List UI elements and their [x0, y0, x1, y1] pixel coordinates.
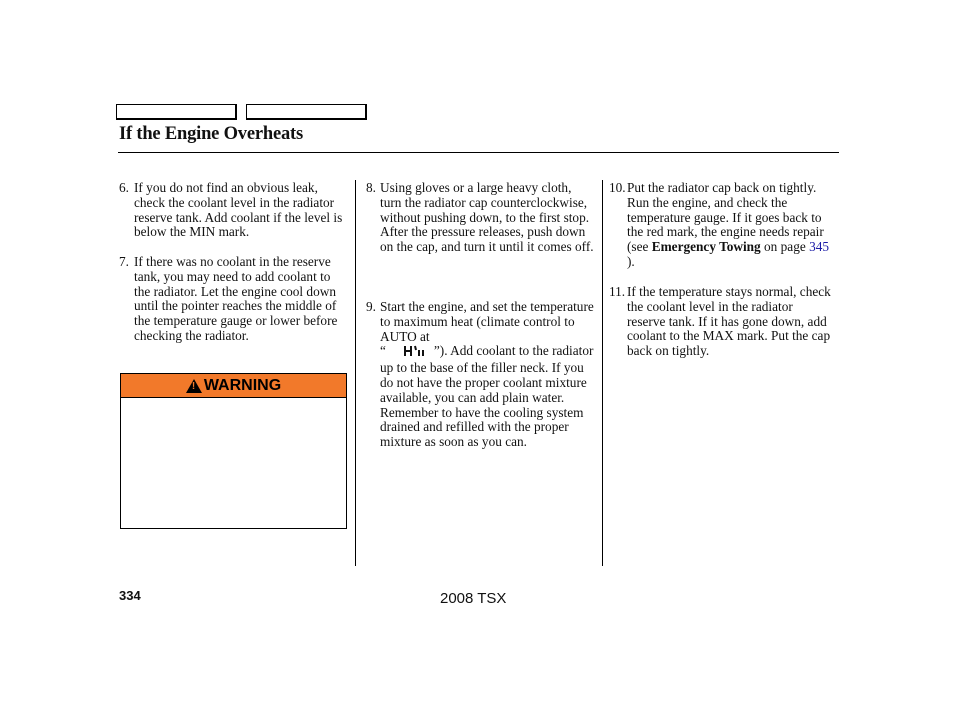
column-divider: [602, 180, 603, 566]
step-number: 7.: [119, 254, 129, 269]
title-divider: [118, 152, 839, 153]
step-text: Put the radiator cap back on tightly. Run the engine, and check the temperature gauge. If it goes back to the red mark, the engine needs repair (see Emergency Towing on page 345 ).: [627, 180, 830, 269]
previous-page-button[interactable]: [116, 104, 237, 120]
footer-model: 2008 TSX: [440, 590, 507, 607]
step-text: Using gloves or a large heavy cloth, turn the radiator cap counterclockwise, without pushing down, to the first stop. After the pressure releases, push down on the cap, and turn it until it comes off.: [380, 180, 594, 255]
warning-label: WARNING: [203, 376, 282, 394]
warning-box: [120, 373, 347, 529]
step-number: 10.: [609, 180, 626, 195]
step-number: 6.: [119, 180, 129, 195]
warning-triangle-icon: !: [186, 379, 202, 393]
step-text: If the temperature stays normal, check the coolant level in the radiator reserve tank. If it has gone down, add coolant to the MAX mark. Put the cap back on tightly.: [627, 284, 831, 359]
step-number: 9.: [366, 299, 376, 314]
page-title: If the Engine Overheats: [119, 124, 303, 144]
page-345-link[interactable]: 345: [809, 239, 830, 255]
next-page-button[interactable]: [246, 104, 367, 120]
step-text: If there was no coolant in the reserve tank, you may need to add coolant to the radiator. Let the engine cool down until the pointer reaches the middle of the temperature gauge or lower before checking the radiator.: [134, 254, 338, 343]
column-divider: [355, 180, 356, 566]
emergency-towing-reference: Emergency Towing: [651, 239, 761, 255]
warning-header: [121, 374, 346, 398]
page-number: 334: [119, 588, 141, 603]
step-number: 11.: [609, 284, 626, 299]
step-text: Start the engine, and set the temperature to maximum heat (climate control to AUTO at “ ”). Add coolant to the radiator up to the base of the filler neck. If you do not have the proper coolant mixture available, you can add plain water. Remember to have the cooling system drained and refilled with the proper mixture as soon as you can.: [380, 299, 594, 450]
hi-temp-icon: [404, 345, 424, 361]
step-number: 8.: [366, 180, 376, 195]
step-text: If you do not find an obvious leak, check the coolant level in the radiator reserve tank. Add coolant if the level is below the MIN mark.: [134, 180, 343, 240]
